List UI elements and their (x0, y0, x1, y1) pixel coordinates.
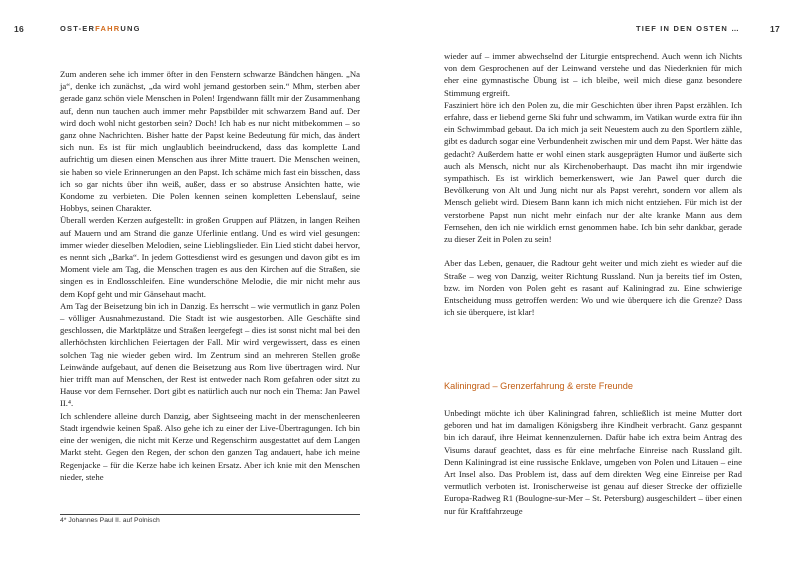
left-body-text (60, 68, 360, 483)
running-head-left-suffix: UNG (120, 24, 141, 33)
section-heading: Kaliningrad – Grenzerfahrung & erste Freunde (444, 381, 633, 391)
paragraph: Am Tag der Beisetzung bin ich in Danzig. Es herrscht – wie vermutlich in ganz Polen – völliger Ausnahmezustand. Die Stadt ist wie ausgestorben. Alle Geschäfte sind geschlossen, die Marktplätze und Straßen leergefegt – dies ist sonst nicht mal bei den allerhöchsten kirchlichen Feiertagen der Fall. Mir wird vergewissert, dass es einen solchen Tag nie wieder geben wird. Im Zentrum sind an mehreren Stellen große Leinwände aufgebaut, auf denen die Beisetzung aus Rom live übertragen wird. Nur hier trifft man auf Menschen, der Rest ist entweder nach Rom gefahren oder sitzt zu Hause vor dem Fernseher. Dort gibt es natürlich auch nur noch ein Thema: Jan Pawel II.⁴. (60, 300, 360, 409)
footnote: 4* Johannes Paul II. auf Polnisch (60, 517, 160, 524)
page-number-left: 16 (14, 24, 25, 34)
page-number-right: 17 (769, 24, 780, 34)
footnote-divider (60, 514, 360, 515)
paragraph: Zum anderen sehe ich immer öfter in den Fenstern schwarze Bändchen hängen. „Na ja“, denke ich zunächst, „da wird wohl jemand gestorben sein.“ Mhm, sterben aber gerade ganz schön viele Menschen in Polen! Irgendwann fällt mir der Zusammenhang auf, denn nun tauchen auch immer mehr Papstbilder mit schwarzem Band auf. Der wird doch wohl nicht gestorben sein? Doch! Ich hab es nur nicht mitbekommen – so ganz ohne Nachrichten. Bisher hatte der Papst keine Bedeutung für mich, das ändert sich nun. Es ist für mich unglaublich beeindruckend, dass das komplette Land aufrichtig um diesen einen Menschen aus ihrer Mitte trauert. Die Menschen weinen, sie haben so viele Erinnerungen an den Papst. Ich schäme mich fast ein bisschen, dass ich so gar nichts über ihn weiß, außer, dass er so abstruse Ansichten hatte, wie Kondome zu verbieten. Die Polen kennen seinen kompletten Lebenslauf, seine Hobbys, seinen Charakter. (60, 69, 360, 214)
running-head-right: TIEF IN DEN OSTEN … (635, 24, 740, 33)
paragraph: Unbedingt möchte ich über Kaliningrad fahren, schließlich ist meine Mutter dort geboren und hat im damaligen Königsberg ihre Kindheit verbracht. Ganz gespannt bin ich darauf, ihre Heimat kennenzulernen. Dafür habe ich extra beim Antrag des Visums darauf geachtet, dass es für eine mehrfache Einreise nach Russland gilt. Denn Kaliningrad ist eine russische Enklave, umgeben von Polen und Litauen – eine Art Insel also. Das Problem ist, dass auf dem direkten Weg eine Einreise per Rad vermutlich verboten ist. Ironischerweise ist genau auf dieser Strecke der offizielle Europa-Radweg R1 (Boulogne-sur-Mer – St. Petersburg) ausgeschildert – über einen nur für Kraftfahrzeuge (444, 408, 742, 516)
running-head-left-accent: FAHR (95, 24, 121, 33)
right-body-text-top (444, 50, 742, 318)
paragraph: Fasziniert höre ich den Polen zu, die mir Geschichten über ihren Papst erzählen. Ich erfahre, dass er liebend gerne Ski fuhr und schwamm, im Vatikan wurde extra für ihn ein Schwimmbad gebaut. Da ich mich ja seit Neuestem auch zu den Sportlern zähle, gibt es dadurch sogar eine Verbundenheit zwischen mir und dem Papst. Wer hätte das gedacht? Außerdem hatte er wohl einen stark ausgeprägten Humor und äußerte sich auch als Mensch, nicht nur als Kirchenoberhaupt. Das macht ihn mir irgendwie sympathisch. Es ist wirklich bemerkenswert, wie Jan Pawel quer durch die Bevölkerung von Alt und Jung nicht nur als Papst verehrt, sondern vor allem als Mensch geliebt wird. Diesem Bann kann ich mich nicht entziehen. Für mich ist der verstorbene Papst nun nicht mehr einfach nur der alte kranke Mann aus dem Fernsehen, den ich nie wirklich ernst genommen habe. Ich bin sehr dankbar, gerade zu dieser Zeit in Polen zu sein! (444, 99, 742, 245)
running-head-left (60, 24, 141, 33)
right-body-text-bottom (444, 407, 742, 517)
running-head-left-prefix: OST-ER (60, 24, 96, 33)
paragraph: Aber das Leben, genauer, die Radtour geht weiter und mich zieht es wieder auf die Straße – weg von Danzig, weiter Richtung Russland. Nun ja bereits tief im Osten, bzw. im Norden von Polen geht es rasant auf Kaliningrad zu. Eine schwierige Entscheidung muss getroffen werden: Wo und wie überquere ich die Grenze? Dass ich sie überquere, ist klar! (444, 258, 742, 318)
paragraph: Überall werden Kerzen aufgestellt: in großen Gruppen auf Plätzen, in langen Reihen auf Mauern und am Strand die ganze Uferlinie entlang. Und es wird viel gesungen: immer wieder dieselben Melodien, seine Lieblingslieder. Ein Lied sticht dabei hervor, es nennt sich „Barka“. In jedem Gottesdienst wird es gesungen und davon gibt es im Moment viele am Tag, die Menschen tragen es aus den Kirchen auf die Straßen, sie singen es in Endlosschleifen. Eine wunderschöne Melodie, die mir nicht mehr aus dem Kopf geht und mir Gänsehaut macht. (60, 215, 360, 299)
right-page (397, 0, 794, 567)
paragraph: wieder auf – immer abwechselnd der Liturgie entsprechend. Auch wenn ich Nichts von dem Gesprochenen auf der Leinwand verstehe und das Niederknien für mich eher eine gymnastische Übung ist – ich bleibe, weil mich diese ganz besondere Stimmung ergreift. (444, 51, 742, 98)
paragraph: Ich schlendere alleine durch Danzig, aber Sightseeing macht in der menschenleeren Stadt irgendwie keinen Spaß. Also gehe ich zu einer der Live-Übertragungen. Ich bin eine der wenigen, die nicht mit Kerze und Regenschirm ausgestattet auf dem Langen Markt steht. Gegen den Regen, der schon den ganzen Tag andauert, habe ich meine Regenjacke – für die Kerze habe ich keinen Ersatz. Aber ich knie mit den Menschen nieder, stehe (60, 410, 360, 482)
